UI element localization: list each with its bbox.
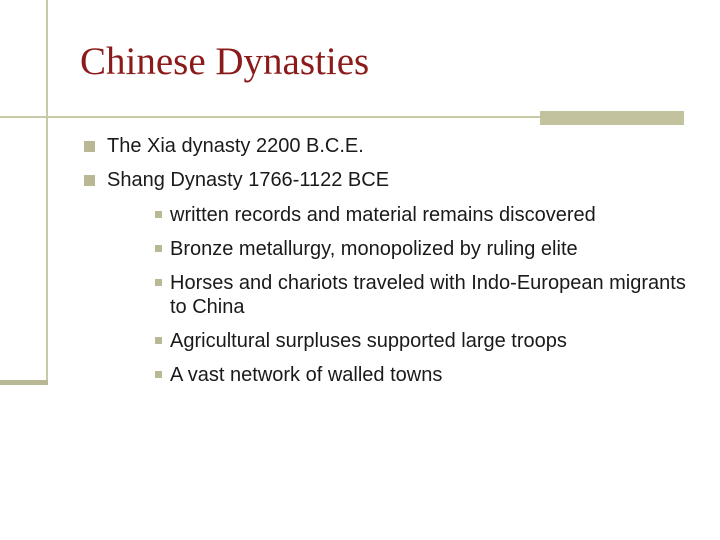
sub-bullet-item: [84, 363, 704, 387]
left-decorative-bar: [0, 0, 48, 383]
small-square-bullet-icon: [155, 279, 162, 286]
sub-bullet-text: Bronze metallurgy, monopolized by ruling elite: [170, 238, 578, 260]
small-square-bullet-icon: [155, 371, 162, 378]
small-square-bullet-icon: [155, 245, 162, 252]
small-square-bullet-icon: [155, 211, 162, 218]
divider-accent-block: [540, 111, 684, 125]
sub-bullet-item: [84, 237, 704, 261]
sub-bullet-item: [84, 203, 704, 227]
sub-bullet-item: [84, 271, 704, 319]
small-square-bullet-icon: [155, 337, 162, 344]
bullet-item: [84, 169, 704, 192]
sub-bullet-text: written records and material remains discovered: [170, 204, 596, 226]
slide-title: Chinese Dynasties: [80, 40, 370, 83]
sub-bullet-item: [84, 329, 704, 353]
bullet-text: The Xia dynasty 2200 B.C.E.: [107, 135, 364, 157]
square-bullet-icon: [84, 141, 95, 152]
square-bullet-icon: [84, 175, 95, 186]
bullet-text: Shang Dynasty 1766-1122 BCE: [107, 169, 390, 191]
sub-bullet-text: Agricultural surpluses supported large troops: [170, 330, 567, 352]
title-divider: [0, 116, 540, 118]
bullet-item: [84, 135, 704, 158]
left-bar-footer: [0, 380, 48, 385]
sub-bullet-text: Horses and chariots traveled with Indo-European migrants to China: [170, 272, 686, 318]
sub-bullet-text: A vast network of walled towns: [170, 364, 443, 386]
bullet-list: [84, 135, 704, 397]
